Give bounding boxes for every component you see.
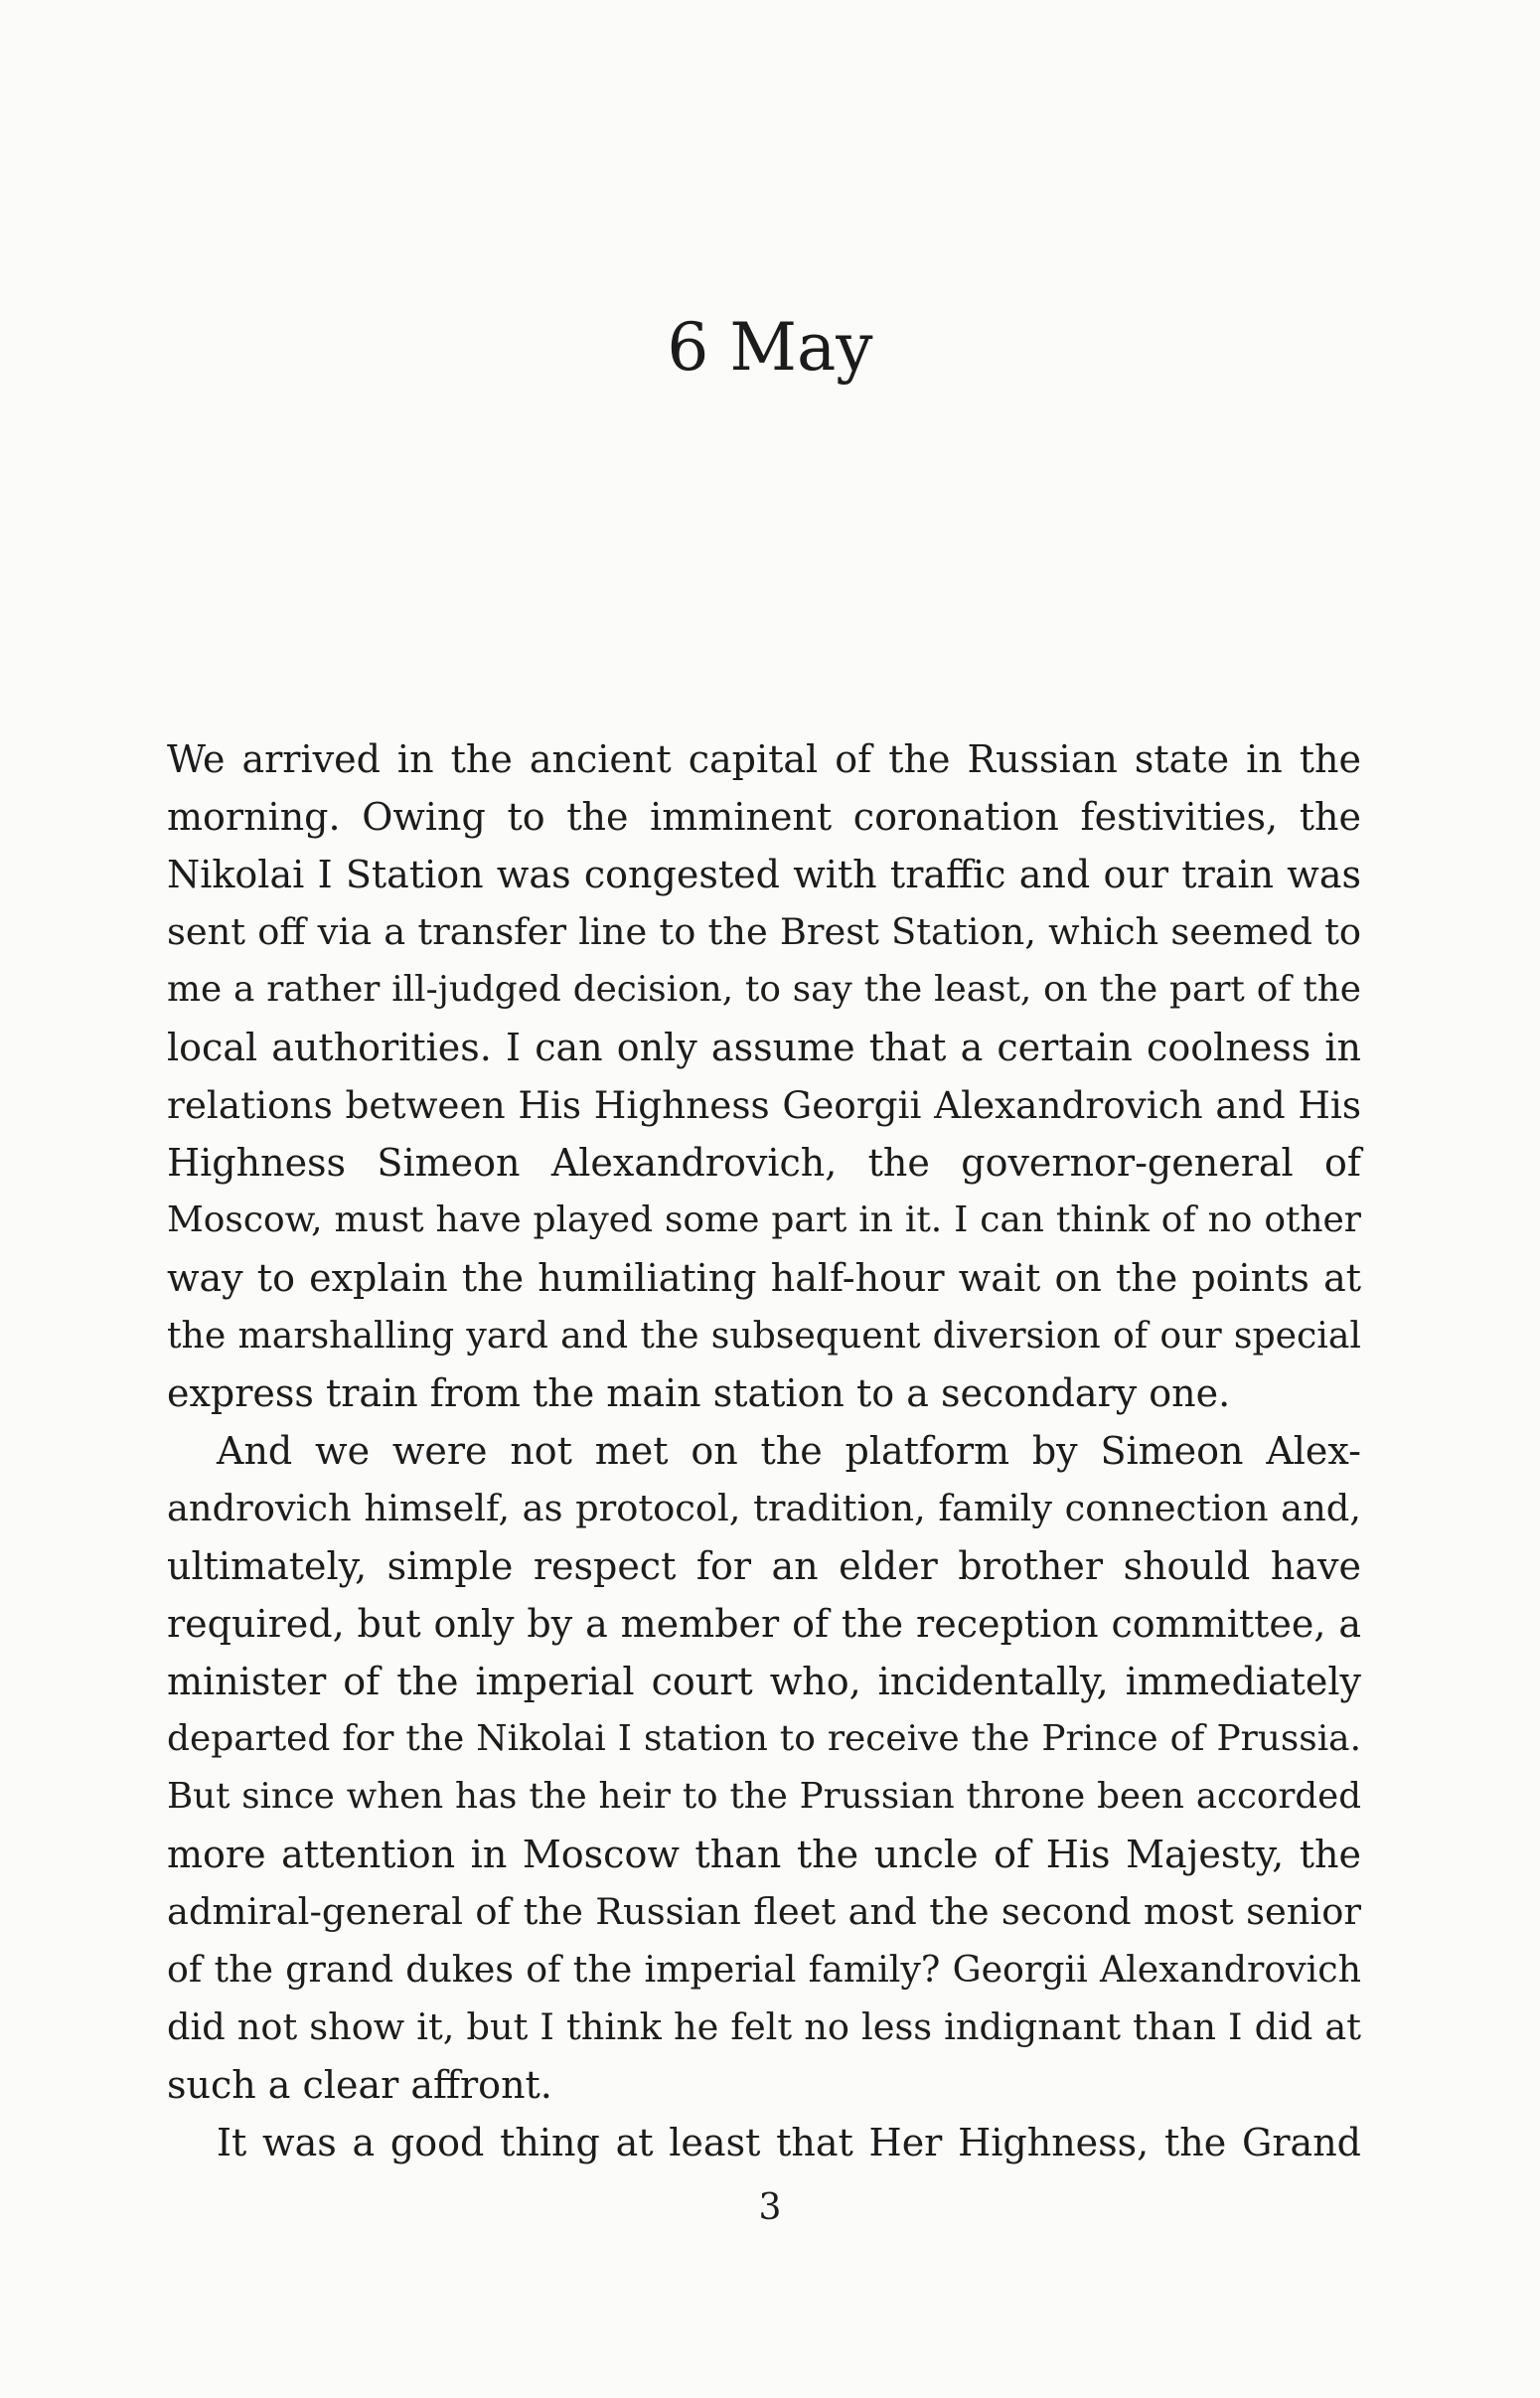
text-line: Highness Simeon Alexandrovich, the governor-general of bbox=[167, 1141, 1361, 1185]
body-text bbox=[167, 730, 1361, 2171]
text-line: way to explain the humiliating half-hour wait on the points at bbox=[167, 1256, 1361, 1300]
text-line: more attention in Moscow than the uncle of His Majesty, the bbox=[167, 1833, 1361, 1876]
text-line: the marshalling yard and the subsequent diversion of our special bbox=[167, 1314, 1361, 1357]
text-line: of the grand dukes of the imperial family? Georgii Alexandrovich bbox=[167, 1948, 1361, 1991]
text-line: relations between His Highness Georgii Alexandrovich and His bbox=[167, 1083, 1361, 1127]
text-line: did not show it, but I think he felt no less indignant than I did at bbox=[167, 2005, 1361, 2048]
text-line: androvich himself, as protocol, tradition, family connection and, bbox=[167, 1487, 1361, 1529]
chapter-title: 6 May bbox=[667, 309, 873, 386]
paragraph-1 bbox=[167, 730, 1361, 1422]
text-line: Nikolai I Station was congested with traffic and our train was bbox=[167, 853, 1361, 896]
page-number: 3 bbox=[758, 2187, 782, 2228]
text-line: morning. Owing to the imminent coronation festivities, the bbox=[167, 795, 1361, 839]
paragraph-3 bbox=[167, 2114, 1361, 2171]
text-line: required, but only by a member of the reception committee, a bbox=[167, 1602, 1361, 1646]
text-line: me a rather ill-judged decision, to say the least, on the part of the bbox=[167, 969, 1361, 1010]
text-line: minister of the imperial court who, incidentally, immediately bbox=[167, 1660, 1361, 1703]
text-line: sent off via a transfer line to the Brest Station, which seemed to bbox=[167, 910, 1361, 953]
text-line: It was a good thing at least that Her Highness, the Grand bbox=[217, 2121, 1361, 2164]
text-line: And we were not met on the platform by Simeon Alex- bbox=[217, 1429, 1361, 1473]
paragraph-2 bbox=[167, 1422, 1361, 2114]
text-line: ultimately, simple respect for an elder brother should have bbox=[167, 1544, 1361, 1588]
text-line: But since when has the heir to the Prussian throne been accorded bbox=[167, 1776, 1361, 1817]
text-line: local authorities. I can only assume that a certain coolness in bbox=[167, 1026, 1361, 1069]
text-line: admiral-general of the Russian fleet and the second most senior bbox=[167, 1890, 1361, 1933]
text-line: departed for the Nikolai I station to receive the Prince of Prussia. bbox=[167, 1718, 1361, 1759]
text-line: express train from the main station to a secondary one. bbox=[167, 1371, 1231, 1415]
text-line: We arrived in the ancient capital of the Russian state in the bbox=[167, 737, 1361, 781]
text-line: Moscow, must have played some part in it. I can think of no other bbox=[167, 1199, 1361, 1240]
text-line: such a clear affront. bbox=[167, 2063, 552, 2107]
